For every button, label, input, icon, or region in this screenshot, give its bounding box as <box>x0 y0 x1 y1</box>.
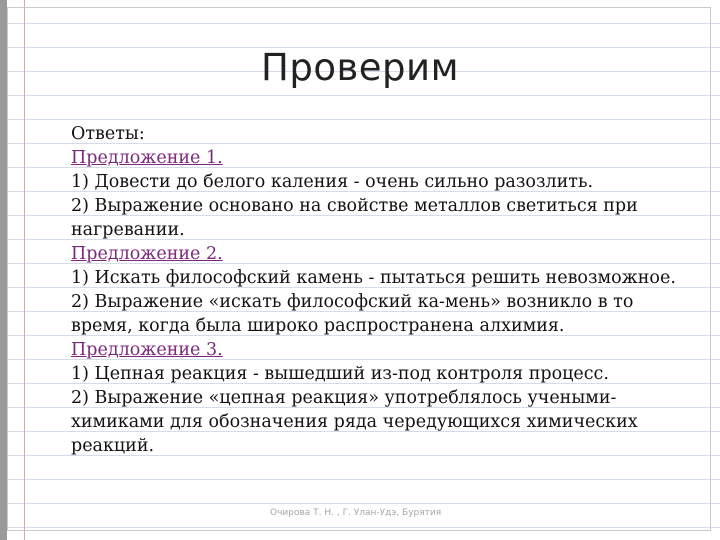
sentence1-line1: 1) Довести до белого каления - очень сильно разозлить. <box>71 172 594 192</box>
sentence3-line2b: химиками для обозначения ряда чередующихся химических <box>71 412 638 432</box>
sentence3-line1: 1) Цепная реакция - вышедший из-под контроля процесс. <box>71 364 609 384</box>
answers-content <box>71 122 691 458</box>
slide-title-text: Проверим <box>261 46 459 89</box>
answers-label: Ответы: <box>71 124 145 144</box>
sentence2-line2a: 2) Выражение «искать философский ка-мень» возникло в то <box>71 292 634 312</box>
footer-author: Очирова Т. Н. , Г. Улан-Удэ, Бурятия <box>270 508 442 518</box>
sentence3-line2c: реакций. <box>71 436 155 456</box>
sentence3-link[interactable]: Предложение 3. <box>71 340 223 360</box>
slide-title <box>0 46 720 89</box>
sentence1-line2b: нагревании. <box>71 220 185 240</box>
sentence2-link[interactable]: Предложение 2. <box>71 244 223 264</box>
sentence1-link[interactable]: Предложение 1. <box>71 148 223 168</box>
sentence2-line2b: время, когда была широко распространена алхимия. <box>71 316 565 336</box>
sentence3-line2a: 2) Выражение «цепная реакция» употреблялось учеными- <box>71 388 617 408</box>
sentence1-line2a: 2) Выражение основано на свойстве металлов светиться при <box>71 196 638 216</box>
sentence2-line1: 1) Искать философский камень - пытаться решить невозможное. <box>71 268 676 288</box>
